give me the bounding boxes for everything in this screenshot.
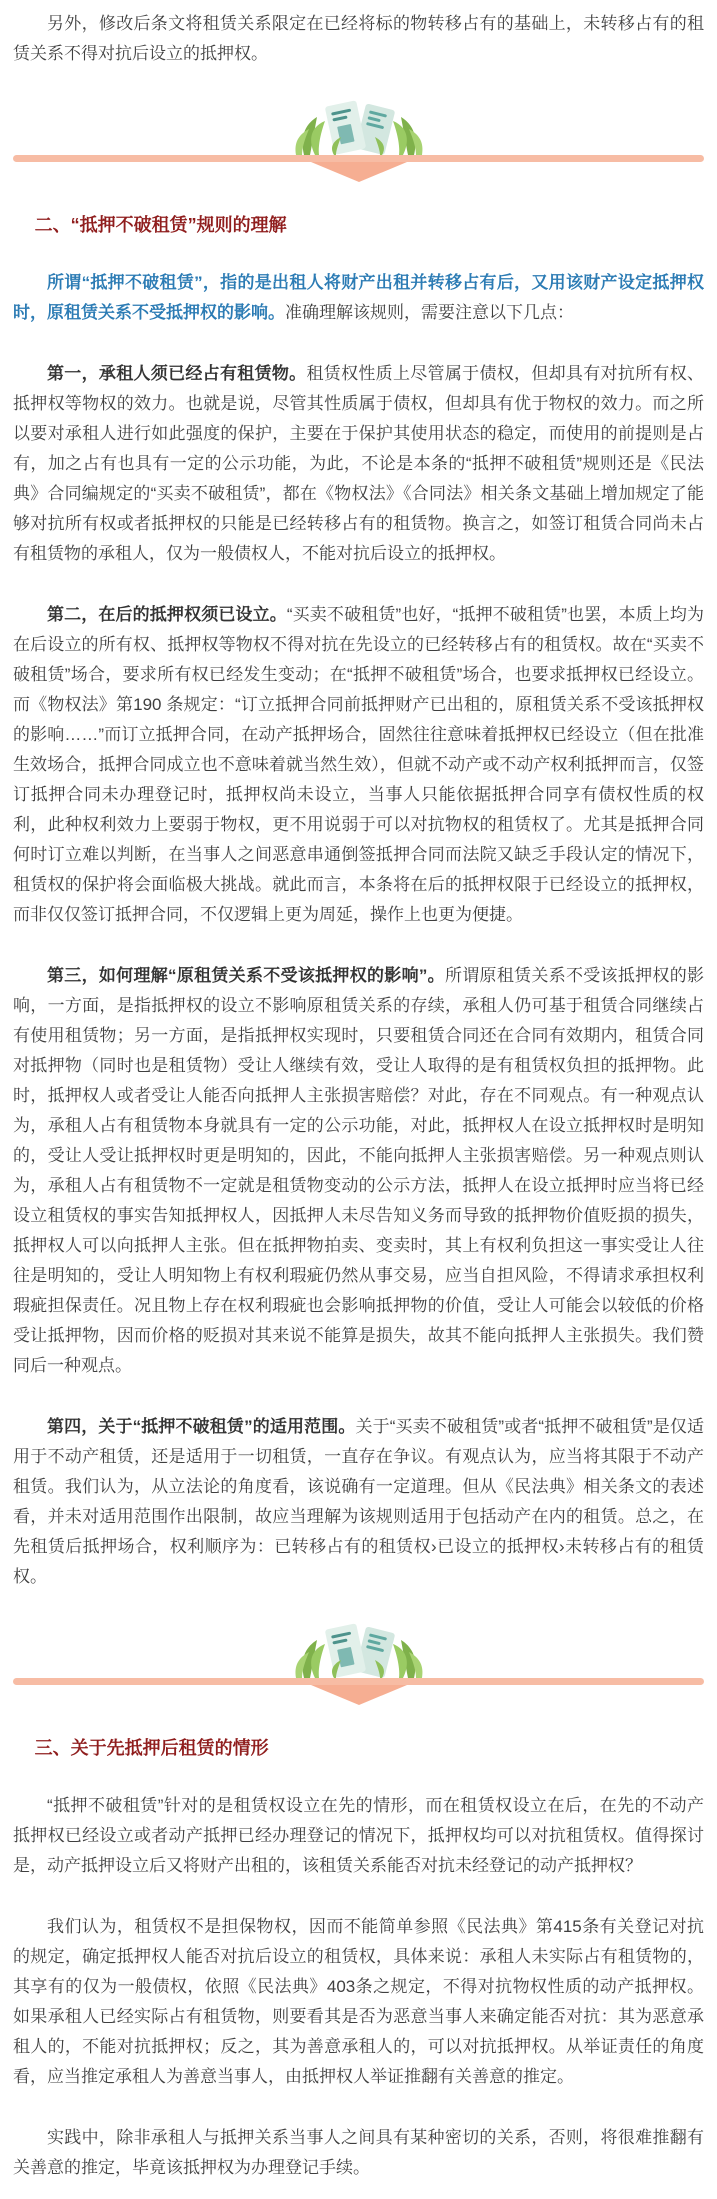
section-2-intro-rest: 准确理解该规则，需要注意以下几点： — [285, 303, 574, 322]
point-4-body: 关于“买卖不破租赁”或者“抵押不破租赁”是仅适用于不动产租赁，还是适用于一切租赁，一直存在争议。有观点认为，应当将其限于不动产租赁。我们认为，从立法论的角度看，该说确有一定道理。但从《民法典》相关条文的表述看，并未对适用范围作出限制，故应当理解为该规则适用于包括动产在内的租赁。总之，在先租赁后抵押场合，权利顺序为：已转移占有的租赁权›已设立的抵押权›未转移占有的租赁权。 — [13, 1417, 704, 1586]
point-1-lead: 第一，承租人须已经占有租赁物。 — [47, 364, 307, 383]
leaf-paper-divider-icon — [274, 98, 444, 158]
section-3-heading: 三、关于先抵押后租赁的情形 — [34, 1738, 269, 1758]
divider-arrow-down-icon — [311, 162, 407, 182]
point-3-paragraph — [13, 961, 704, 1381]
section-2-heading: 二、“抵押不破租赁”规则的理解 — [34, 215, 287, 235]
point-4-lead: 第四，关于“抵押不破租赁”的适用范围。 — [47, 1417, 356, 1436]
definition-highlight-text: 所谓“抵押不破租赁”，指的是出租人将财产出租并转移占有后，又用该财产设定抵押权时，原租赁关系不受抵押权的影响。 — [13, 273, 704, 322]
point-4-paragraph — [13, 1412, 704, 1592]
point-3-lead: 第三，如何理解“原租赁关系不受该抵押权的影响”。 — [47, 966, 445, 985]
point-1-paragraph — [13, 359, 704, 569]
point-3-body: 所谓原租赁关系不受该抵押权的影响，一方面，是指抵押权的设立不影响原租赁关系的存续，承租人仍可基于租赁合同继续占有使用租赁物；另一方面，是指抵押权实现时，只要租赁合同还在合同有效期内，租赁合同对抵押物（同时也是租赁物）受让人继续有效，受让人取得的是有租赁权负担的抵押物。此时，抵押权人或者受让人能否向抵押人主张损害赔偿？对此，存在不同观点。有一种观点认为，承租人占有租赁物本身就具有一定的公示功能，对此，抵押权人在设立抵押权时是明知的，受让人受让抵押权时更是明知的，因此，不能向抵押人主张损害赔偿。另一种观点则认为，承租人占有租赁物不一定就是租赁物变动的公示方法，抵押人在设立抵押时应当将已经设立租赁权的事实告知抵押权人，因抵押人未尽告知义务而导致的抵押物价值贬损的损失，抵押权人可以向抵押人主张。但在抵押物拍卖、变卖时，其上有权利负担这一事实受让人往往是明知的，受让人明知物上有权利瑕疵仍然从事交易，应当自担风险，不得请求承担权利瑕疵担保责任。况且物上存在权利瑕疵也会影响抵押物的价值，受让人可能会以较低的价格受让抵押物，因而价格的贬损对其来说不能算是损失，故其不能向抵押人主张损失。我们赞同后一种观点。 — [13, 966, 705, 1375]
section-3-paragraph-2: 我们认为，租赁权不是担保物权，因而不能简单参照《民法典》第415条有关登记对抗的规定，确定抵押权人能否对抗后设立的租赁权，具体来说：承租人未实际占有租赁物的，其享有的仅为一般债权，依照《民法典》403条之规定，不得对抗物权性质的动产抵押权。如果承租人已经实际占有租赁物，则要看其是否为恶意当事人来确定能否对抗：其为恶意承租人的，不能对抗抵押权；反之，其为善意承租人的，可以对抗抵押权。从举证责任的角度看，应当推定承租人为善意当事人，由抵押权人举证推翻有关善意的推定。 — [13, 1917, 704, 2086]
divider-arrow-down-icon — [311, 1685, 407, 1705]
intro-paragraph: 另外，修改后条文将租赁关系限定在已经将标的物转移占有的基础上，未转移占有的租赁关系不得对抗后设立的抵押权。 — [13, 14, 704, 63]
section-2-intro-paragraph — [13, 268, 704, 328]
point-2-lead: 第二，在后的抵押权须已设立。 — [47, 605, 287, 624]
section-divider — [13, 1623, 704, 1709]
section-divider — [13, 100, 704, 186]
section-3-paragraph-1: “抵押不破租赁”针对的是租赁权设立在先的情形，而在租赁权设立在后，在先的不动产抵押权已经设立或者动产抵押已经办理登记的情况下，抵押权均可以对抗租赁权。值得探讨是，动产抵押设立后又将财产出租的，该租赁关系能否对抗未经登记的动产抵押权？ — [13, 1796, 704, 1875]
leaf-paper-divider-icon — [274, 1621, 444, 1681]
point-2-paragraph — [13, 600, 704, 930]
point-1-body: 租赁权性质上尽管属于债权，但却具有对抗所有权、抵押权等物权的效力。也就是说，尽管其性质属于债权，但却具有优于物权的效力。而之所以要对承租人进行如此强度的保护，主要在于保护其使用状态的稳定，而使用的前提则是占有，加之占有也具有一定的公示功能，为此，不论是本条的“抵押不破租赁”规则还是《民法典》合同编规定的“买卖不破租赁”，都在《物权法》《合同法》相关条文基础上增加规定了能够对抗所有权或者抵押权的只能是已经转移占有的租赁物。换言之，如签订租赁合同尚未占有租赁物的承租人，仅为一般债权人，不能对抗后设立的抵押权。 — [13, 364, 705, 563]
point-2-body: “买卖不破租赁”也好，“抵押不破租赁”也罢，本质上均为在后设立的所有权、抵押权等物权不得对抗在先设立的已经转移占有的租赁权。故在“买卖不破租赁”场合，要求所有权已经发生变动；在“抵押不破租赁”场合，也要求抵押权已经设立。而《物权法》第190 条规定：“订立抵押合同前抵押财产已出租的，原租赁关系不受该抵押权的影响……”而订立抵押合同，在动产抵押场合，固然往往意味着抵押权已经设立（但在批准生效场合，抵押合同成立也不意味着就当然生效），但就不动产或不动产权利抵押而言，仅签订抵押合同未办理登记时，抵押权尚未设立，当事人只能依据抵押合同享有债权性质的权利，此种权利效力上要弱于物权，更不用说弱于可以对抗物权的租赁权了。尤其是抵押合同何时订立难以判断，在当事人之间恶意串通倒签抵押合同而法院又缺乏手段认定的情况下，租赁权的保护将会面临极大挑战。就此而言，本条将在后的抵押权限于已经设立的抵押权，而非仅仅签订抵押合同，不仅逻辑上更为周延，操作上也更为便捷。 — [13, 605, 704, 924]
section-3-paragraph-3: 实践中，除非承租人与抵押关系当事人之间具有某种密切的关系，否则，将很难推翻有关善意的推定，毕竟该抵押权为办理登记手续。 — [13, 2128, 704, 2177]
